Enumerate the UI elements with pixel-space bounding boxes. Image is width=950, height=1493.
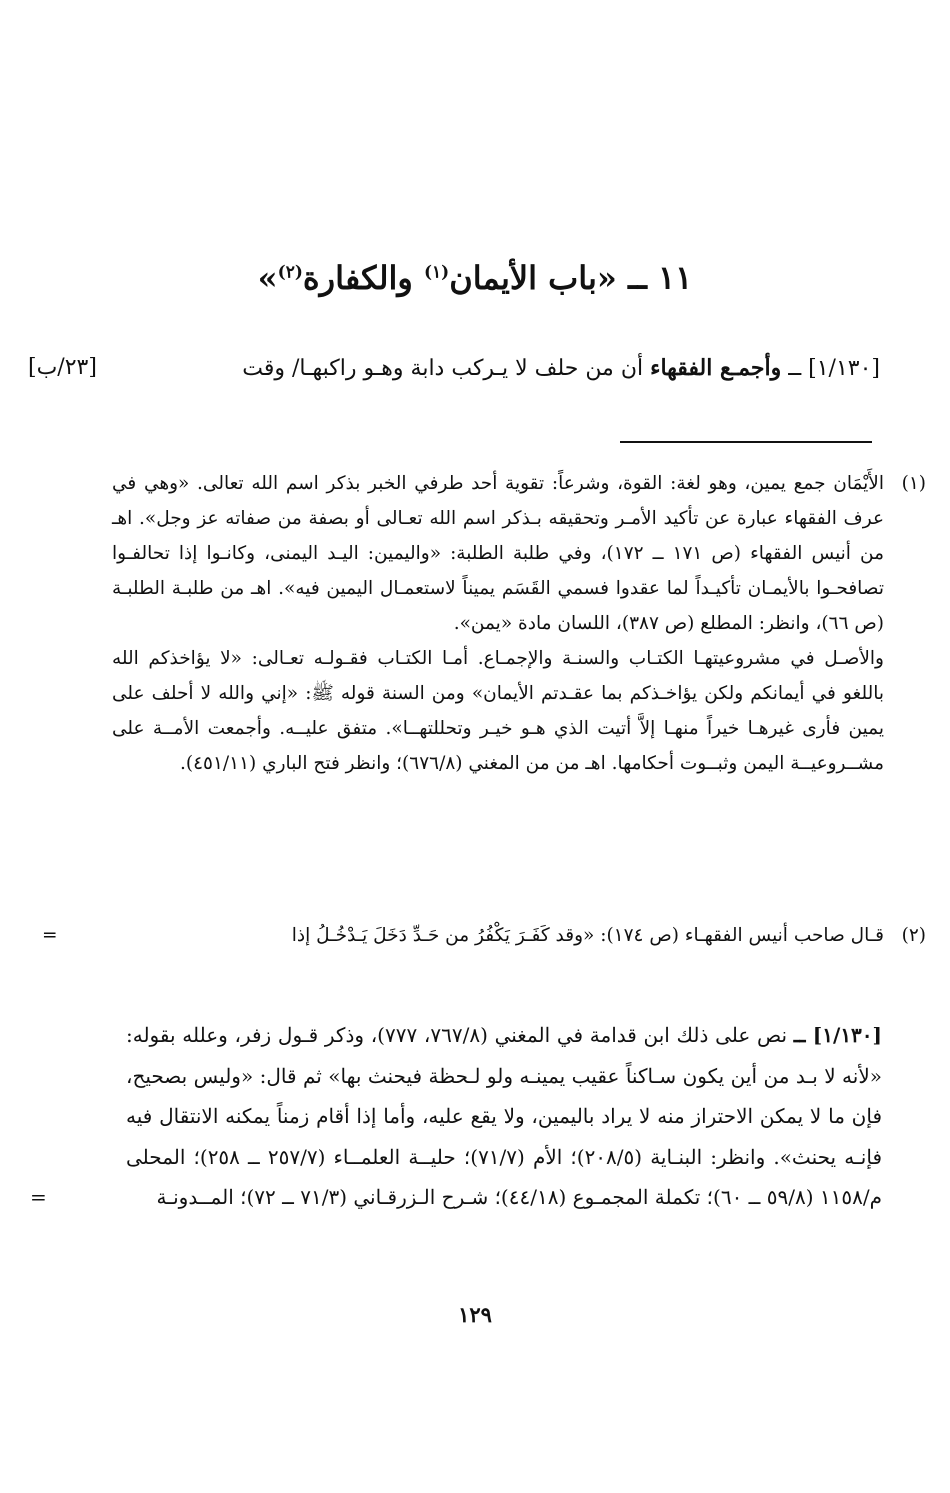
chapter-title-mid: والكفارة xyxy=(302,258,424,297)
commentary-reference: [١/١٣٠] ــ xyxy=(793,1023,883,1047)
entry-reference: [١/١٣٠] ــ xyxy=(788,356,880,381)
footnote-1 xyxy=(112,466,926,781)
continuation-mark: = xyxy=(42,925,58,946)
footnote-ref-2[interactable]: (٢) xyxy=(277,262,303,282)
commentary-block xyxy=(30,1015,883,1218)
footnote-separator xyxy=(620,441,872,443)
chapter-title-start: «باب الأيمان xyxy=(449,258,617,297)
main-text-line xyxy=(28,348,880,389)
footnote-2 xyxy=(42,918,926,953)
footnote-number: (١) xyxy=(901,473,926,494)
chapter-number: ١١ ــ xyxy=(628,258,693,297)
commentary-text: نص على ذلك ابن قدامة في المغني (٧٦٧/٨، ٧٧٧)، وذكر قـول زفر، وعلله بقوله: «لأنه لا بـد من أين يكون سـاكناً عقيب يمينـه ولو لـحظة فيحنث بها» ثم قال: «وليس بصحيح، فإن ما لا يمكن الاحتراز منه لا يراد باليمين، ولا يقع عليه، وأما إذا أقام زمناً يمكنه الانتقال فيه فإنـه يحنث». وانظر: البنـاية (٢٠٨/٥)؛ الأم (٧١/٧)؛ حليــة العلمــاء (٢٥٧/٧ ــ ٢٥٨)؛ المحلى م/١١٥٨ (٥٩/٨ ــ ٦٠)؛ تكملة المجمـوع (٤٤/١٨)؛ شـرح الـزرقـاني (٧١/٣ ــ ٧٢)؛ المــدونـة xyxy=(126,1023,882,1209)
entry-text: أن من حلف لا يـركب دابة وهـو راكبهـا/ وقت xyxy=(242,356,644,381)
footnote-number: (٢) xyxy=(901,925,926,946)
manuscript-folio: [٢٣/ب] xyxy=(28,355,97,380)
chapter-title-end: » xyxy=(257,258,278,297)
main-text-body xyxy=(242,348,880,389)
footnote-paragraph: الأَيْمَان جمع يمين، وهو لغة: القوة، وشرعاً: تقوية أحد طرفي الخبر بذكر اسم الله تعالى. «وهي في عرف الفقهاء عبارة عن تأكيد الأمـر وتحقيقه بـذكر اسم الله تعـالى أو بصفة من صفاته عز وجل». اهـ من أنيس الفقهاء (ص ١٧١ ــ ١٧٢)، وفي طلبة الطلبة: «واليمين: اليـد اليمنى، وكانـوا إذا تحالفـوا تصافحـوا بالأيمـان تأكيـداً لما عقدوا فسمي القَسَم يميناً لاستعمـال اليمين فيه». اهـ من طلبـة الطلبـة (ص ٦٦)، وانظر: المطلع (ص ٣٨٧)، اللسان مادة «يمن». xyxy=(112,473,884,634)
chapter-title xyxy=(0,247,950,303)
footnote-paragraph: قـال صاحب أنيس الفقهـاء (ص ١٧٤): «وقد كَفَـرَ يَكْفُرُ من حَـدِّ دَخَلَ يَـدْخُـلُ إذا xyxy=(291,925,884,946)
page-number: ١٢٩ xyxy=(458,1302,492,1327)
footnote-ref-1[interactable]: (١) xyxy=(423,262,450,282)
entry-lead: وأجمـع الفقهاء xyxy=(650,355,782,381)
continuation-mark: = xyxy=(30,1185,47,1209)
chapter-title-text xyxy=(258,259,617,297)
footnote-paragraph: والأصـل في مشروعيتهـا الكتـاب والسنـة والإجمـاع. أمـا الكتـاب فقـولـه تعـالى: «لا يؤاخذكم الله باللغو في أيمانكم ولكن يؤاخـذكم بما عقـدتم الأيمان» ومن السنة قوله ﷺ: «إني والله لا أحلف على يمين فأرى غيرهـا خيراً منهـا إلاَّ أتيت الذي هـو خيـر وتحللتهــا». متفق عليــه. وأجمعت الأمــة على مشــروعيــة اليمن وثبــوت أحكامها. اهـ من من المغني (٦٧٦/٨)؛ وانظر فتح الباري (٤٥١/١١). xyxy=(112,648,884,774)
